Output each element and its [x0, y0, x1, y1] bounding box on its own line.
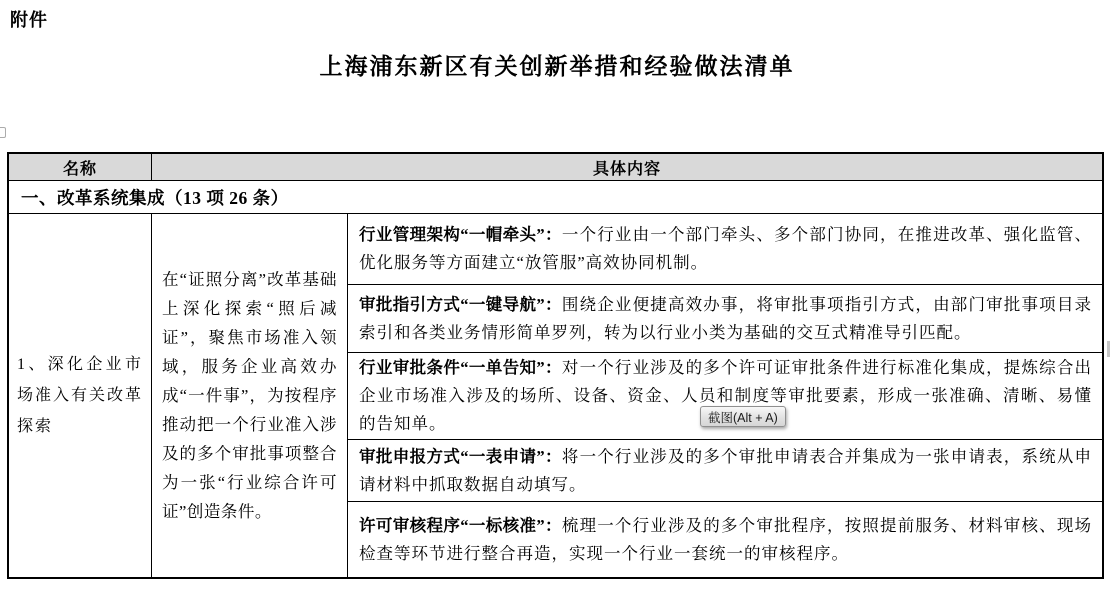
measure-text: 围绕企业便捷高效办事，将审批事项指引方式，由部门审批事项目录索引和各类业务情形简单罗列，转为以行业小类为基础的交互式精准导引匹配。 — [359, 294, 1092, 342]
measure-lead: 审批申报方式“一表申请”： — [359, 446, 562, 466]
item-measures-cell — [348, 214, 1102, 577]
measure-row — [348, 285, 1102, 353]
screenshot-tooltip-label: 截图(Alt + A) — [708, 410, 778, 425]
measure-text: 对一个行业涉及的多个许可证审批条件进行标准化集成，提炼综合出企业市场准入涉及的场所、设备、资金、人员和制度等审批要素，形成一张准确、清晰、易懂的告知单。 — [359, 358, 1092, 433]
item-name-text: 1、深化企业市场准入有关改革探索 — [17, 356, 144, 435]
item-summary-text: 在“证照分离”改革基础上深化探索“照后减证”，聚焦市场准入领域，服务企业高效办成“一件事”，为按程序推动把一个行业准入涉及的多个审批事项整合为一张“行业综合许可证”创造条件。 — [162, 270, 337, 521]
measure-text: 将一个行业涉及的多个审批申请表合并集成为一张申请表，系统从申请材料中抓取数据自动填写。 — [359, 446, 1092, 494]
attachment-label: 附件 — [10, 10, 48, 30]
measures-table — [7, 152, 1104, 579]
measure-row — [348, 214, 1102, 285]
measure-lead: 许可审核程序“一标核准”： — [359, 515, 562, 535]
screenshot-tool-tooltip — [700, 406, 786, 427]
column-header-name: 名称 — [9, 154, 152, 181]
column-header-content: 具体内容 — [152, 154, 1102, 181]
table-handle-artifact — [0, 127, 6, 138]
measure-text: 一个行业由一个部门牵头、多个部门协同，在推进改革、强化监管、优化服务等方面建立“放管服”高效协同机制。 — [359, 225, 1092, 272]
measure-lead: 行业管理架构“一帽牵头”： — [359, 225, 562, 244]
right-edge-mark — [1107, 341, 1110, 357]
measure-row — [348, 440, 1102, 502]
measure-row — [348, 502, 1102, 577]
measure-text: 梳理一个行业涉及的多个审批程序，按照提前服务、材料审核、现场检查等环节进行整合再造，实现一个行业一套统一的审核程序。 — [359, 515, 1092, 563]
page-title: 上海浦东新区有关创新举措和经验做法清单 — [319, 54, 795, 79]
measure-lead: 审批指引方式“一键导航”： — [359, 294, 562, 314]
section-header-row: 一、改革系统集成（13 项 26 条） — [9, 181, 1102, 214]
item-name-cell — [9, 214, 152, 577]
item-summary-cell — [152, 214, 348, 577]
measure-lead: 行业审批条件“一单告知”： — [359, 358, 562, 377]
